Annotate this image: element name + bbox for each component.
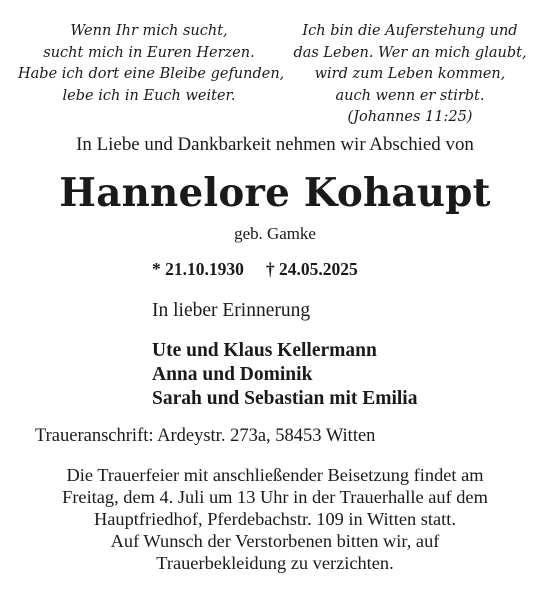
poem-right-line: Ich bin die Auferstehung und <box>302 23 518 39</box>
ceremony-line: Freitag, dem 4. Juli um 13 Uhr in der Trauerhalle auf dem <box>62 487 488 507</box>
ceremony-info <box>0 464 550 574</box>
ceremony-line: Die Trauerfeier mit anschließender Beisetzung findet am <box>66 465 484 485</box>
intro-text: In Liebe und Dankbarkeit nehmen wir Abschied von <box>76 134 474 155</box>
poem-left-line: Habe ich dort eine Bleibe gefunden, <box>18 66 285 82</box>
poem-left <box>18 21 285 107</box>
poem-right-line: das Leben. Wer an mich glaubt, <box>293 44 527 61</box>
poem-left-line: sucht mich in Euren Herzen. <box>43 44 255 61</box>
poem-left-line: Wenn Ihr mich sucht, <box>70 23 228 39</box>
memory-line: In lieber Erinnerung <box>152 300 311 321</box>
birth-name: geb. Gamke <box>234 224 316 243</box>
mourners-list <box>152 339 417 411</box>
birth-date: * 21.10.1930 <box>152 259 244 279</box>
ceremony-line: Trauerbekleidung zu verzichten. <box>156 553 394 573</box>
mourning-address: Traueranschrift: Ardeystr. 273a, 58453 Witten <box>35 426 376 446</box>
poem-right <box>280 21 540 129</box>
mourner: Ute und Klaus Kellermann <box>152 340 377 361</box>
poem-right-citation: (Johannes 11:25) <box>347 109 473 125</box>
poem-left-line: lebe ich in Euch weiter. <box>62 87 236 104</box>
death-date: † 24.05.2025 <box>265 259 358 279</box>
mourner: Anna und Dominik <box>152 364 313 385</box>
poem-right-line: wird zum Leben kommen, <box>314 66 506 82</box>
ceremony-line: Hauptfriedhof, Pferdebachstr. 109 in Witten statt. <box>94 509 456 529</box>
deceased-name: Hannelore Kohaupt <box>59 171 491 216</box>
poem-right-line: auch wenn er stirbt. <box>335 87 485 104</box>
life-dates <box>152 259 358 280</box>
ceremony-line: Auf Wunsch der Verstorbenen bitten wir, auf <box>110 531 440 551</box>
mourner: Sarah und Sebastian mit Emilia <box>152 388 418 409</box>
